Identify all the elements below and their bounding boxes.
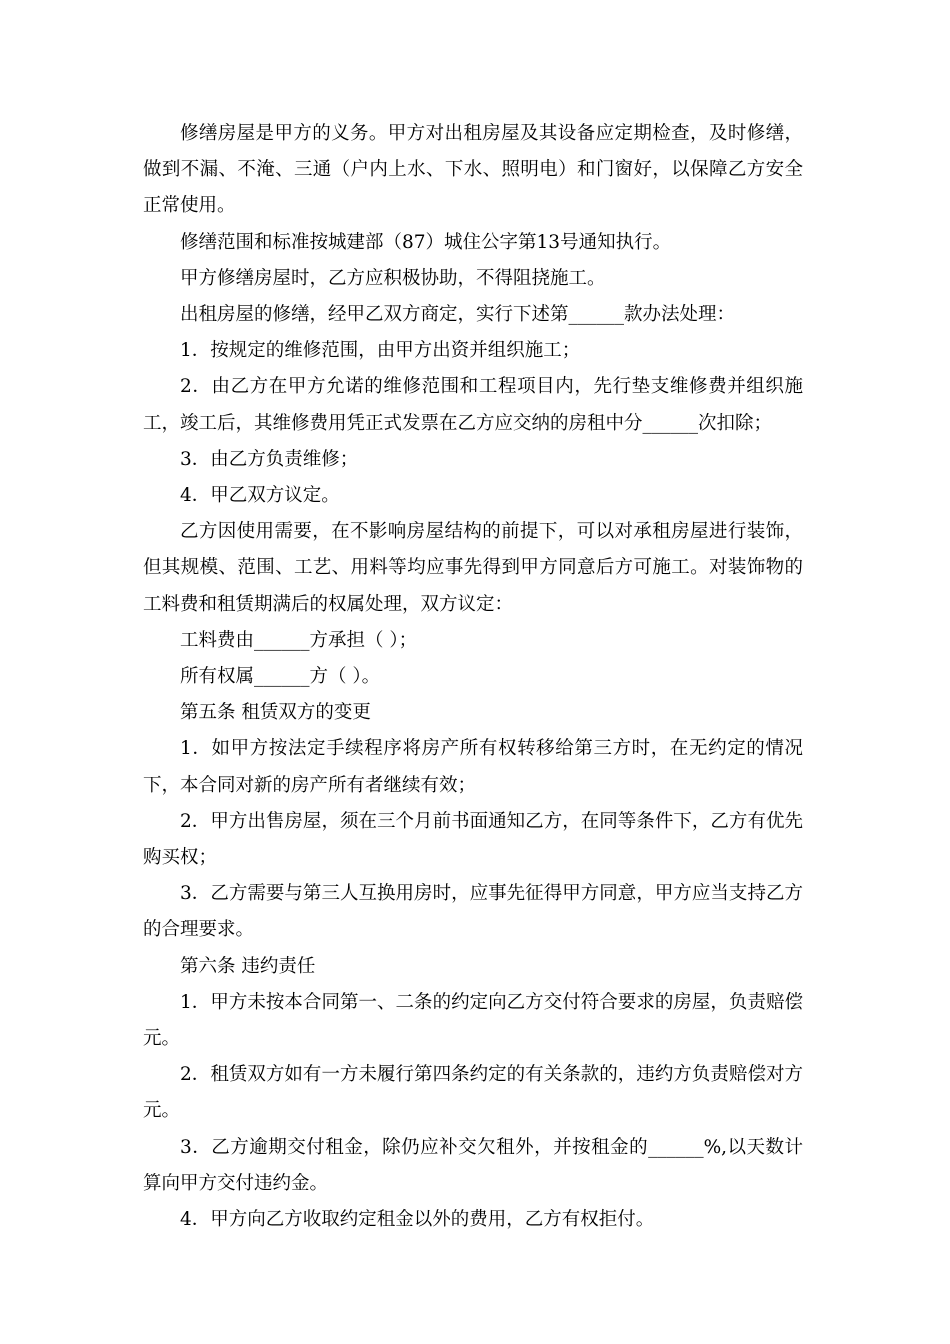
list-item-breach-1: 1．甲方未按本合同第一、二条的约定向乙方交付符合要求的房屋，负责赔偿元。: [143, 991, 803, 1050]
paragraph-ownership: 所有权属______方（ ）。: [180, 666, 381, 688]
list-item-method-2: 2．由乙方在甲方允诺的维修范围和工程项目内，先行垫支维修费并组织施工，竣工后，其维修费用凭正式发票在乙方应交纳的房租中分______次扣除；: [143, 376, 803, 434]
paragraph-repair-cooperation: 甲方修缮房屋时，乙方应积极协助，不得阻挠施工。: [180, 267, 606, 289]
paragraph-repair-method: 出租房屋的修缮，经甲乙双方商定，实行下述第______款办法处理：: [180, 304, 736, 326]
list-item-breach-3: 3．乙方逾期交付租金，除仍应补交欠租外，并按租金的______%,以天数计算向甲方交付违约金。: [143, 1136, 803, 1194]
paragraph-repair-standard: 修缮范围和标准按城建部（87）城住公字第13号通知执行。: [180, 231, 672, 253]
list-item-change-1: 1．如甲方按法定手续程序将房产所有权转移给第三方时，在无约定的情况下，本合同对新的房产所有者继续有效；: [143, 738, 803, 796]
list-item-breach-4: 4．甲方向乙方收取约定租金以外的费用，乙方有权拒付。: [180, 1209, 655, 1231]
list-item-change-2: 2．甲方出售房屋，须在三个月前书面通知乙方，在同等条件下，乙方有优先购买权；: [143, 810, 803, 869]
document-body: [143, 116, 803, 1238]
list-item-method-1: 1．按规定的维修范围，由甲方出资并组织施工；: [180, 340, 581, 362]
list-item-breach-2: 2．租赁双方如有一方未履行第四条约定的有关条款的，违约方负责赔偿对方元。: [143, 1064, 803, 1122]
list-item-method-4: 4．甲乙双方议定。: [180, 485, 340, 507]
paragraph-decoration: 乙方因使用需要，在不影响房屋结构的前提下，可以对承租房屋进行装饰，但其规模、范围、工艺、用料等均应事先得到甲方同意后方可施工。对装饰物的工料费和租赁期满后的权属处理，双方议定：: [143, 521, 803, 615]
paragraph-repair-obligation: 修缮房屋是甲方的义务。甲方对出租房屋及其设备应定期检查，及时修缮，做到不漏、不淹、三通（户内上水、下水、照明电）和门窗好，以保障乙方安全正常使用。: [143, 123, 803, 217]
section-heading-article-6: 第六条 违约责任: [180, 955, 316, 977]
section-heading-article-5: 第五条 租赁双方的变更: [180, 702, 371, 724]
list-item-change-3: 3．乙方需要与第三人互换用房时，应事先征得甲方同意，甲方应当支持乙方的合理要求。: [143, 883, 803, 941]
paragraph-material-cost: 工料费由______方承担（ ）；: [180, 629, 418, 651]
list-item-method-3: 3．由乙方负责维修；: [180, 448, 359, 470]
